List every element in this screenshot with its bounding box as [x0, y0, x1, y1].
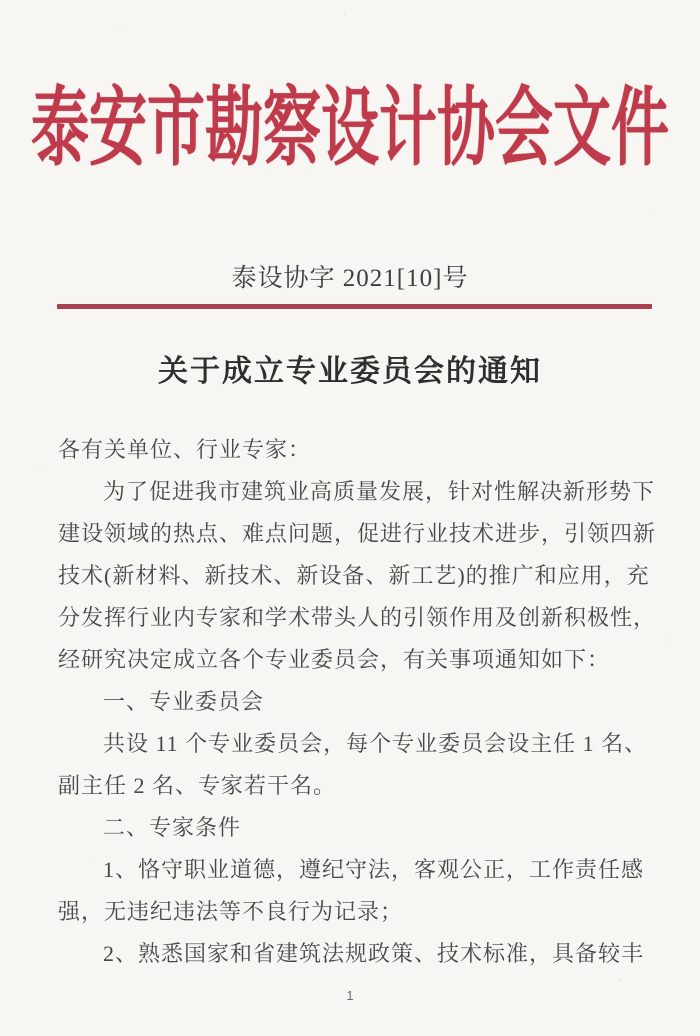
- notice-title: 关于成立专业委员会的通知: [158, 355, 542, 388]
- document-number: 泰设协字 2021[10]号: [231, 265, 469, 292]
- body-line: 技术(新材料、新技术、新设备、新工艺)的推广和应用，充: [58, 563, 650, 588]
- document-body: [58, 429, 657, 975]
- body-line: 建设领域的热点、难点问题，促进行业技术进步，引领四新: [58, 521, 657, 546]
- body-line: 经研究决定成立各个专业委员会，有关事项通知如下：: [58, 647, 611, 672]
- red-divider-line: [57, 304, 652, 309]
- body-line: 共设 11 个专业委员会，每个专业委员会设主任 1 名、: [103, 731, 648, 756]
- letterhead: [0, 80, 700, 177]
- body-line: 副主任 2 名、专家若干名。: [58, 773, 337, 798]
- letterhead-title: 泰安市勘察设计协会文件: [30, 80, 669, 177]
- body-line: 为了促进我市建筑业高质量发展，针对性解决新形势下: [103, 479, 656, 504]
- body-line-section-2: 二、专家条件: [103, 815, 242, 840]
- page-number: 1: [346, 988, 354, 1003]
- body-line: 2、熟悉国家和省建筑法规政策、技术标准，具备较丰: [103, 941, 645, 966]
- body-line-section-1: 一、专业委员会: [103, 689, 265, 714]
- body-line: 1、恪守职业道德，遵纪守法，客观公正，工作责任感: [103, 857, 645, 882]
- body-line: 强，无违纪违法等不良行为记录；: [58, 899, 404, 924]
- body-line-salutation: 各有关单位、行业专家：: [58, 437, 312, 462]
- body-line: 分发挥行业内专家和学术带头人的引领作用及创新积极性，: [58, 605, 657, 630]
